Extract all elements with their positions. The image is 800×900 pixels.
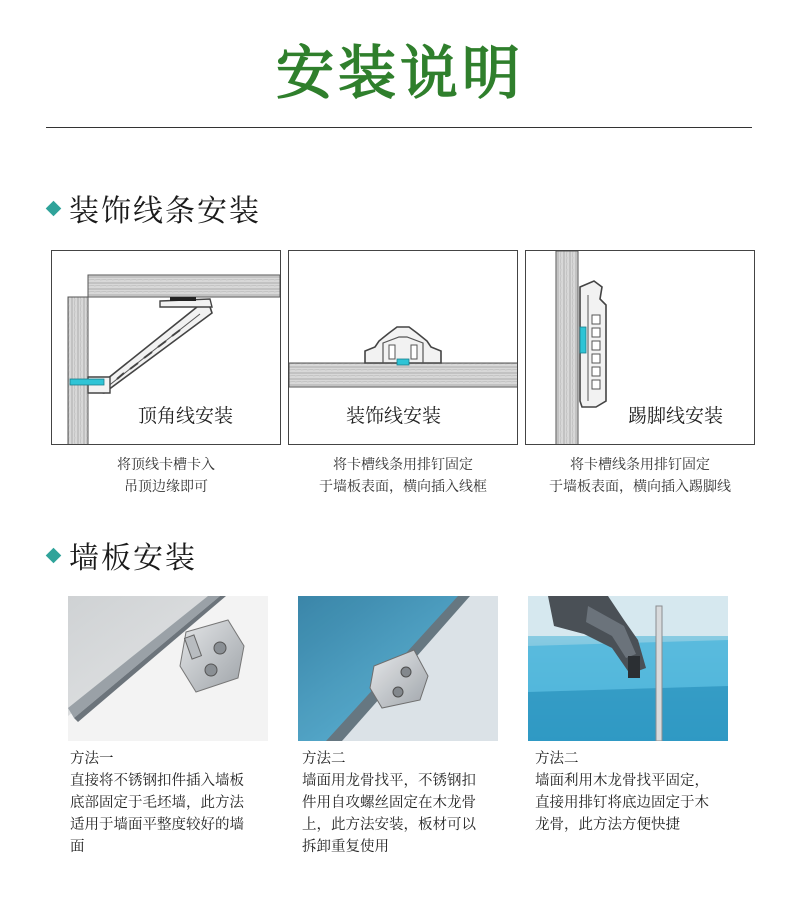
cornice-label: 顶角线安装 <box>138 405 234 427</box>
caption-line: 于墙板表面，横向插入线框 <box>319 479 487 495</box>
wall-section-heading <box>48 535 197 575</box>
method-line: 适用于墙面平整度较好的墙 <box>70 817 244 833</box>
method-three-photo <box>528 596 728 741</box>
method-line: 件用自攻螺丝固定在木龙骨 <box>302 795 476 811</box>
decor-line-caption <box>288 454 518 498</box>
diamond-bullet-icon <box>46 200 62 216</box>
method-line: 上，此方法安装，板材可以 <box>302 817 476 833</box>
skirting-label: 踢脚线安装 <box>628 405 724 427</box>
wall-section-title: 墙板安装 <box>69 541 197 576</box>
method-line: 面 <box>70 839 85 855</box>
method-one-caption <box>70 748 285 858</box>
method-title: 方法二 <box>302 751 346 767</box>
skirting-caption <box>525 454 755 498</box>
method-line: 直接将不锈钢扣件插入墙板 <box>70 773 244 789</box>
decor-line-diagram-panel <box>288 250 518 445</box>
method-line: 墙面利用木龙骨找平固定， <box>535 773 709 789</box>
skirting-diagram-panel <box>525 250 755 445</box>
trim-section-heading <box>48 188 261 228</box>
method-one-photo <box>68 596 268 741</box>
method-two-photo <box>298 596 498 741</box>
caption-line: 将顶线卡槽卡入 <box>117 457 215 473</box>
caption-line: 于墙板表面，横向插入踢脚线 <box>549 479 731 495</box>
caption-line: 将卡槽线条用排钉固定 <box>570 457 710 473</box>
method-line: 底部固定于毛坯墙，此方法 <box>70 795 244 811</box>
method-title: 方法二 <box>535 751 579 767</box>
method-line: 拆卸重复使用 <box>302 839 389 855</box>
cornice-caption <box>51 454 281 498</box>
diamond-bullet-icon <box>46 547 62 563</box>
decor-line-label: 装饰线安装 <box>346 405 442 427</box>
method-line: 直接用排钉将底边固定于木 <box>535 795 709 811</box>
method-three-caption <box>535 748 750 836</box>
caption-line: 吊顶边缘即可 <box>124 479 208 495</box>
page-title: 安装说明 <box>275 39 524 107</box>
method-line: 墙面用龙骨找平，不锈钢扣 <box>302 773 476 789</box>
method-two-caption <box>302 748 517 858</box>
title-divider <box>46 127 752 128</box>
cornice-diagram-panel <box>51 250 281 445</box>
caption-line: 将卡槽线条用排钉固定 <box>333 457 473 473</box>
method-line: 龙骨，此方法方便快捷 <box>535 817 680 833</box>
method-title: 方法一 <box>70 751 114 767</box>
trim-section-title: 装饰线条安装 <box>69 194 261 229</box>
